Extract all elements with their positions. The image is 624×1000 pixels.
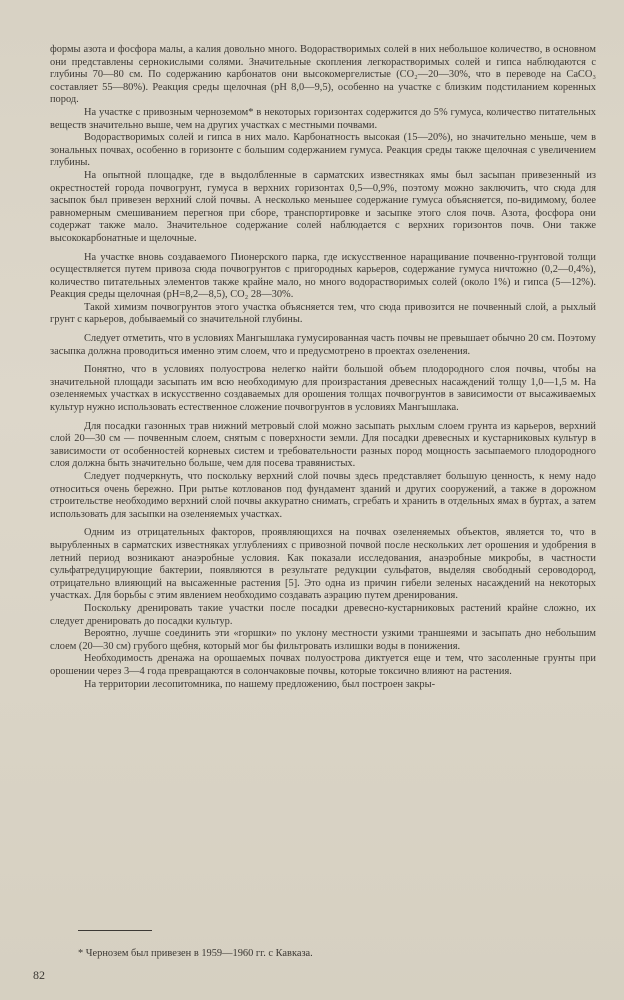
paragraph: Вероятно, лучше соединить эти «горшки» по уклону местности узкими траншеями и засыпать дно небольшим слоем (20—30 см) грубого щебня, который мог бы фильтровать излишки воды в понижения.	[50, 628, 596, 652]
paragraph: На участке с привозным черноземом* в некоторых горизонтах содержится до 5% гумуса, количество питательных веществ значительно выше, чем на других участках с местными почвами.	[50, 106, 596, 131]
paragraph: Следует отметить, что в условиях Мангышлака гумусированная часть почвы не превышает обычно 20 см. Поэтому засыпка должна проводиться именно этим слоем, что и предусмотрено в проектах озеленения.	[50, 333, 596, 357]
paragraph: Необходимость дренажа на орошаемых почвах полуострова диктуется еще и тем, что засоленные грунты при орошении через 3—4 года превращаются в солончаковые почвы, которые токсично влияют на растения.	[50, 653, 596, 677]
paragraph: На территории лесопитомника, по нашему предложению, был построен закры-	[84, 678, 436, 690]
paragraph: формы азота и фосфора малы, а калия довольно много. Водорастворимых солей в них небольшое количество, в основном они представлены сернокислыми солями. Значительные скопления легкорастворимых солей и гипса наблюдаются с глубины 70—80 см. По содержанию карбонатов они высокомергелистые (CO₂—20—30%, что в переводе на CaCO₃ составляет 55—80%). Реакция среды щелочная (pH 8,0—9,5), особенно на участке с близким подстиланием коренных пород.	[50, 44, 596, 106]
paragraph: Следует подчеркнуть, что поскольку верхний слой почвы здесь представляет большую ценность, к нему надо относиться очень бережно. При рытье котлованов под фундамент зданий и других сооружений, а также в дорожном строительстве необходимо верхний слой почвы аккуратно снимать, сгребать и хранить в отдельных ямах в буртах, а затем использовать для засыпки на озеленяемых участках.	[50, 471, 596, 520]
paragraph: На участке вновь создаваемого Пионерского парка, где искусственное наращивание почвенно-грунтовой толщи осуществляется путем привоза сюда почвогрунтов с пригородных карьеров, содержание гумуса ничтожно (0,2—0,4%), количество питательных элементов также крайне мало, но много водорастворимых солей (около 1%) и гипса (5—12%). Реакция среды щелочная (pH=8,2—8,5), CO₂ 28—30%.	[50, 251, 596, 301]
body-text	[50, 44, 596, 691]
paragraph: Для посадки газонных трав нижний метровый слой можно засыпать рыхлым слоем грунта из карьеров, верхний слой 20—30 см — почвенным слоем, снятым с поверхности земли. Для посадки древесных и кустарниковых культур в зависимости от особенностей корневых систем и требовательности разных пород мощность засыпаемого плодородного слоя должна быть значительно больше, чем для посева травянистых.	[50, 420, 596, 470]
paragraph: Водорастворимых солей и гипса в них мало. Карбонатность высокая (15—20%), но значительно меньше, чем в зональных почвах, особенно в горизонте с большим содержанием гумуса. Реакция среды также щелочная с увеличением глубины.	[50, 132, 596, 169]
paragraph: Поскольку дренировать такие участки после посадки древесно-кустарниковых растений крайне сложно, их следует дренировать до посадки культур.	[50, 602, 596, 627]
footnote-divider	[78, 930, 152, 931]
paragraph: Такой химизм почвогрунтов этого участка объясняется тем, что сюда привозится не почвенный слой, а рыхлый грунт с карьеров, добываемый со значительной глубины.	[50, 301, 596, 326]
page-number: 82	[33, 968, 45, 982]
footnote: * Чернозем был привезен в 1959—1960 гг. с Кавказа.	[78, 948, 313, 959]
paragraph: На опытной площадке, где в выдолбленные в сарматских известняках ямы был засыпан привезенный из окрестностей города почвогрунт, гумуса в верхних горизонтах 0,5—0,9%, поэтому можно заключить, что сюда для засыпок был привезен верхний слой почвы. А несколько меньшее содержание гумуса объясняется, по-видимому, более равномерным смешиванием перегноя при сборе, транспортировке и засыпке этого слоя почв. Азота, фосфора они содержат также мало. Значительное содержание солей наблюдается с верхних горизонтов почв. Они также высококарбонатные и щелочные.	[50, 169, 596, 244]
paragraph: Понятно, что в условиях полуострова нелегко найти большой объем плодородного слоя почвы, чтобы на значительной площади засыпать им всю необходимую для произрастания древесных насаждений толщу 1,0—1,5 м. На озеленяемых участках в искусственно создаваемых для орошения толщах почвогрунтов в зависимости от высаживаемых культур нужно использовать естественное сложение почвогрунтов в условиях Мангышлака.	[50, 364, 596, 414]
paragraph: Одним из отрицательных факторов, проявляющихся на почвах озеленяемых объектов, является то, что в вырубленных в сарматских известняках углублениях с привозной почвой после нескольких лет орошения и удобрения в летний период возникают анаэробные условия. Как показали исследования, анаэробные микробы, в частности сульфатредуцирующие бактерии, появляются в результате редукции сульфатов, выделяя свободный сероводород, отрицательно влияющий на высаженные растения [5]. Это одна из причин гибели зеленых насаждений на некоторых участках. Для борьбы с этим явлением необходимо создавать аэрацию путем дренирования.	[50, 527, 596, 602]
